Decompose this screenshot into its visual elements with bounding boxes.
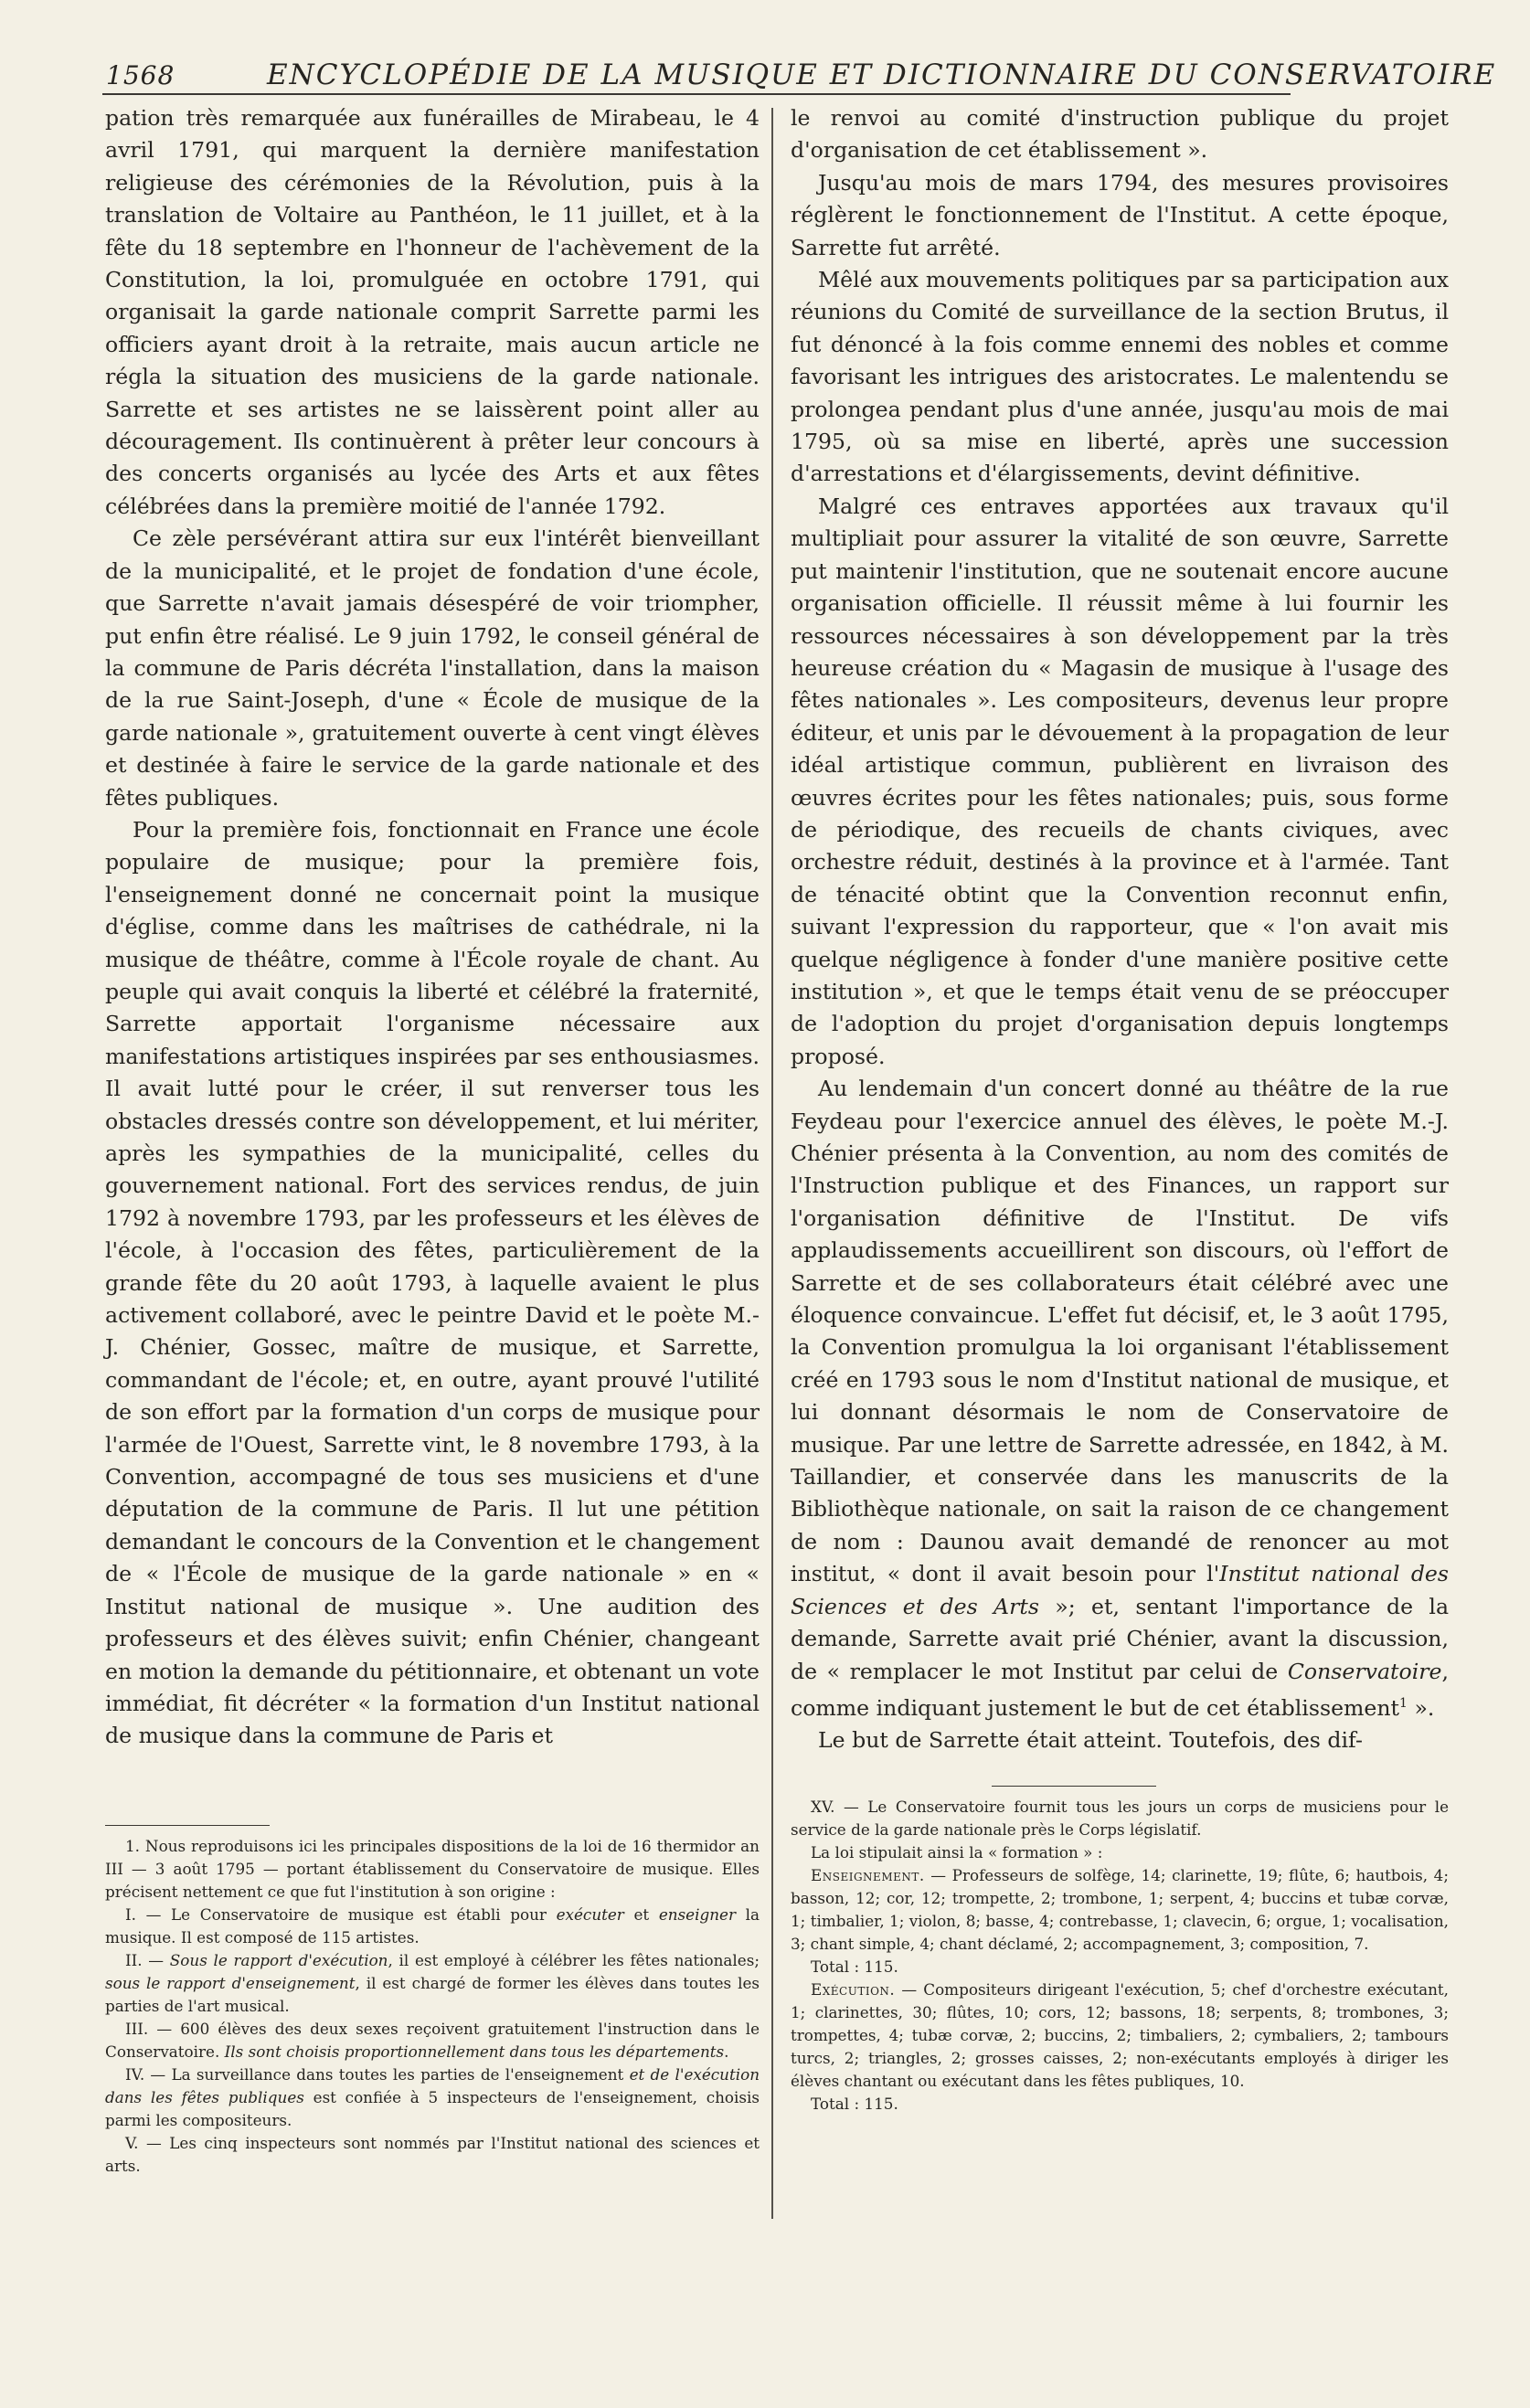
article-2-italic: Sous le rapport d'exécution — [169, 1951, 388, 1969]
footnote-article-5: V. — Les cinq inspecteurs sont nommés par l'Institut national des sciences et arts. — [105, 2134, 760, 2175]
article-3-text: III. — 600 élèves des deux sexes reçoivent gratuitement l'instruction dans le Conservatoire. — [105, 2020, 760, 2061]
enseignement-total: Total : 115. — [811, 1957, 898, 1976]
right-paragraph-5-text-c: , comme indiquant justement le but de cet établissement — [791, 1658, 1449, 1721]
footnote-article-4 — [105, 2063, 760, 2132]
article-2-text-c: , il est chargé de former les élèves dans toutes les parties de l'art musical. — [105, 1974, 760, 2015]
enseignement-label: Enseignement. — [811, 1866, 925, 1884]
right-paragraph-1: le renvoi au comité d'instruction publique du projet d'organisation de cet établissement ». — [791, 105, 1449, 164]
footnote-article-3 — [105, 2018, 760, 2063]
footnotes-left — [105, 1812, 760, 2178]
page-header — [102, 57, 1497, 95]
left-paragraph-2: Ce zèle persévérant attira sur eux l'intérêt bienveillant de la municipalité, et le projet de fondation d'une école, que Sarrette n'avait jamais désespéré de voir triompher, put enfin être réalisé. Le 9 juin 1792, le conseil général de la commune de Paris décréta l'installation, dans la maison de la rue Saint-Joseph, d'une « École de musique de la garde nationale », gratuitement ouverte à cent vingt élèves et destinée à faire le service de la garde nationale et des fêtes publiques. — [105, 525, 760, 811]
footnote-rule-right — [992, 1786, 1156, 1787]
right-paragraph-5-text-d: ». — [1407, 1694, 1435, 1721]
right-paragraph-6: Le but de Sarrette était atteint. Toutefois, des dif- — [818, 1727, 1363, 1754]
execution-total: Total : 115. — [811, 2095, 898, 2113]
article-3-text-b: . — [724, 2042, 729, 2061]
right-paragraph-5-italic: Institut national des Sciences et des Arts — [791, 1561, 1449, 1619]
article-1-text-c: la musique. Il est composé de 115 artistes. — [105, 1905, 760, 1947]
formation-intro: La loi stipulait ainsi la « formation » : — [811, 1843, 1103, 1862]
execution-text: — Compositeurs dirigeant l'exécution, 5; chef d'orchestre exécutant, 1; clarinettes, 30; flûtes, 10; cors, 12; bassons, 18; serpents, 8; trombones, 3; trompettes, 4; tubæ corvæ, 2; buccins, 2; timbaliers, 2; cymbaliers, 2; tambours turcs, 2; triangles, 2; grosses caisses, 2; non-exécutants employés à diriger les élèves chantant ou exécutant dans les fêtes publiques, 10. — [791, 1980, 1449, 2090]
page-number: 1568 — [106, 60, 175, 90]
article-1-text-b: et — [623, 1905, 659, 1924]
article-1-text: I. — Le Conservatoire de musique est établi pour — [125, 1905, 557, 1924]
column-divider — [771, 108, 773, 2219]
right-paragraph-5 — [791, 1073, 1449, 1724]
left-paragraph-3: Pour la première fois, fonctionnait en France une école populaire de musique; pour la première fois, l'enseignement donné ne concernait point la musique d'église, comme dans les maîtrises de cathédrale, ni la musique de théâtre, comme à l'École royale de chant. Au peuple qui avait conquis la liberté et célébré la fraternité, Sarrette apportait l'organisme nécessaire aux manifestations artistiques inspirées par ses enthousiasmes. Il avait lutté pour le créer, il sut renverser tous les obstacles dressés contre son développement, et lui mériter, après les sympathies de la municipalité, celles du gouvernement national. Fort des services rendus, de juin 1792 à novembre 1793, par les professeurs et les élèves de l'école, à l'occasion des fêtes, particulièrement de la grande fête du 20 août 1793, à laquelle avaient le plus activement collaboré, avec le peintre David et le poète M.-J. Chénier, Gossec, maître de musique, et Sarrette, commandant de l'école; et, en outre, ayant prouvé l'utilité de son effort par la formation d'un corps de musique pour l'armée de l'Ouest, Sarrette vint, le 8 novembre 1793, à la Convention, accompagné de tous ses musiciens et d'une députation de la commune de Paris. Il lut une pétition demandant le concours de la Convention et le changement de « l'École de musique de la garde nationale » en « Institut national de musique ». Une audition des professeurs et des élèves suivit; enfin Chénier, changeant en motion la demande du pétitionnaire, et obtenant un vote immédiat, fit décréter « la formation d'un Institut national de musique dans la commune de Paris et — [105, 816, 760, 1749]
left-paragraph-1: pation très remarquée aux funérailles de Mirabeau, le 4 avril 1791, qui marquent la dernière manifestation religieuse des cérémonies de la Révolution, puis à la translation de Voltaire au Panthéon, le 11 juillet, et à la fête du 18 septembre en l'honneur de l'achèvement de la Constitution, la loi, promulguée en octobre 1791, qui organisait la garde nationale comprit Sarrette parmi les officiers ayant droit à la retraite, mais aucun article ne régla la situation des musiciens de la garde nationale. Sarrette et ses artistes ne se laissèrent point aller au découragement. Ils continuèrent à prêter leur concours à des concerts organisés au lycée des Arts et aux fêtes célébrées dans la première moitié de l'année 1792. — [105, 105, 760, 519]
footnote-rule — [105, 1825, 270, 1826]
right-paragraph-5-text: Au lendemain d'un concert donné au théâtre de la rue Feydeau pour l'exercice annuel des élèves, le poète M.-J. Chénier présenta à la Convention, au nom des comités de l'Instruction publique et des Finances, un rapport sur l'organisation définitive de l'Institut. De vifs applaudissements accueillirent son discours, où l'effort de Sarrette et de ses collaborateurs était célébré avec une éloquence convaincue. L'effet fut décisif, et, le 3 août 1795, la Convention promulgua la loi organisant l'établissement créé en 1793 sous le nom d'Institut national de musique, et lui donnant désormais le nom de Conservatoire de musique. Par une lettre de Sarrette adressée, en 1842, à M. Taillandier, et conservée dans les manuscrits de la Bibliothèque nationale, on sait la raison de ce changement de nom : Daunou avait demandé de renoncer au mot institut, « dont il avait besoin pour l' — [791, 1076, 1449, 1587]
right-paragraph-5-text-b: »; et, sentant l'importance de la demande, Sarrette avait prié Chénier, avant la discussion, de « remplacer le mot Institut par celui de — [791, 1593, 1450, 1684]
article-2-text: II. — — [125, 1951, 170, 1969]
footnote-article-15: XV. — Le Conservatoire fournit tous les jours un corps de musiciens pour le service de la garde nationale près le Corps législatif. — [791, 1798, 1449, 1839]
right-paragraph-2: Jusqu'au mois de mars 1794, des mesures provisoires réglèrent le fonctionnement de l'Institut. A cette époque, Sarrette fut arrêté. — [791, 169, 1449, 260]
right-column — [791, 102, 1449, 1757]
article-4-italic: et de l'exécution dans les fêtes publiques — [105, 2065, 760, 2106]
execution-label: Exécution. — [811, 1980, 896, 1999]
footnotes-right — [791, 1773, 1449, 2116]
article-1-italic-2: enseigner — [658, 1905, 736, 1924]
article-3-italic: Ils sont choisis proportionnellement dans tous les départements — [224, 2042, 725, 2061]
footnote-article-1 — [105, 1904, 760, 1949]
right-paragraph-5-italic-2: Conservatoire — [1287, 1658, 1442, 1684]
right-paragraph-4: Malgré ces entraves apportées aux travaux qu'il multipliait pour assurer la vitalité de son œuvre, Sarrette put maintenir l'institution, que ne soutenait encore aucune organisation officielle. Il réussit même à lui fournir les ressources nécessaires à son développement par la très heureuse création du « Magasin de musique à l'usage des fêtes nationales ». Les compositeurs, devenus leur propre éditeur, et unis par le dévouement à la propagation de leur idéal artistique commun, publièrent en livraison des œuvres écrites pour les fêtes nationales; puis, sous forme de périodique, des recueils de chants civiques, avec orchestre réduit, destinés à la province et à l'armée. Tant de ténacité obtint que la Convention reconnut enfin, suivant l'expression du rapporteur, que « l'on avait mis quelque négligence à fonder d'une manière positive cette institution », et que le temps était venu de se préoccuper de l'adoption du projet d'organisation depuis longtemps proposé. — [791, 493, 1449, 1069]
article-2-italic-2: sous le rapport d'enseignement — [105, 1974, 356, 1992]
footnote-marker[interactable]: 1 — [1399, 1695, 1408, 1711]
article-4-text-b: est confiée à 5 inspecteurs de l'enseignement, choisis parmi les compositeurs. — [105, 2088, 760, 2129]
enseignement-text: — Professeurs de solfège, 14; clarinette, 19; flûte, 6; hautbois, 4; basson, 12; cor, 12; trompette, 2; trombone, 1; serpent, 4; buccins et tubæ corvæ, 1; timbalier, 1; violon, 8; basse, 4; contrebasse, 1; clavecin, 6; orgue, 1; vocalisation, 3; chant simple, 4; chant déclamé, 2; accompagnement, 3; composition, 7. — [791, 1866, 1449, 1953]
formation-execution — [791, 1978, 1449, 2093]
right-paragraph-3: Mêlé aux mouvements politiques par sa participation aux réunions du Comité de surveillance de la section Brutus, il fut dénoncé à la fois comme ennemi des nobles et comme favorisant les intrigues des aristocrates. Le malentendu se prolongea pendant plus d'une année, jusqu'au mois de mai 1795, où sa mise en liberté, après une succession d'arrestations et d'élargissements, devint définitive. — [791, 267, 1449, 487]
article-4-text: IV. — La surveillance dans toutes les parties de l'enseignement — [125, 2065, 630, 2084]
footnote-1: 1. Nous reproduisons ici les principales dispositions de la loi de 16 thermidor an III — 3 août 1795 — portant établissement du Conservatoire de musique. Elles précisent nettement ce que fut l'institution à son origine : — [105, 1837, 760, 1901]
formation-enseignement — [791, 1864, 1449, 1956]
running-title: ENCYCLOPÉDIE DE LA MUSIQUE ET DICTIONNAIRE DU CONSERVATOIRE — [267, 58, 1497, 91]
article-2-text-b: , il est employé à célébrer les fêtes nationales; — [388, 1951, 760, 1969]
article-1-italic: exécuter — [556, 1905, 624, 1924]
left-column — [105, 102, 760, 1753]
footnote-article-2 — [105, 1949, 760, 2018]
